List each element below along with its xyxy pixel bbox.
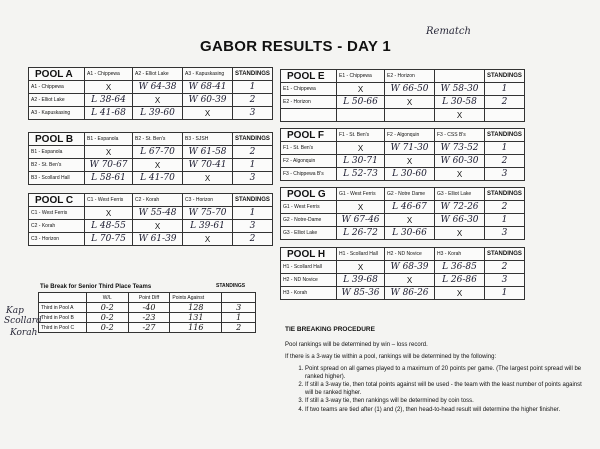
pool-table: [28, 67, 273, 120]
team-standing: 1: [233, 81, 273, 94]
game-result: W 68-39: [385, 261, 435, 274]
pool-header-row: [281, 188, 525, 201]
game-result: W 61-39: [133, 233, 183, 246]
tiebreak-header: W/L: [86, 293, 128, 303]
tiebreak-diff: -27: [128, 323, 170, 333]
tiebreak-title: Tie Break for Senior Third Place Teams: [40, 284, 152, 290]
game-result: L 38-64: [85, 94, 133, 107]
tiebreak-header-row: [39, 293, 256, 303]
game-result: X: [183, 107, 233, 120]
tiebreak-against: 128: [170, 303, 222, 313]
standings-header: STANDINGS: [233, 194, 273, 207]
pool-column-header: A3 - Kapuskasing: [183, 68, 233, 81]
pool-row: [281, 109, 525, 122]
pool-header-row: [29, 133, 273, 146]
game-result: W 85-36: [337, 287, 385, 300]
game-result: W 67-46: [337, 214, 385, 227]
pool-name: POOL F: [281, 129, 337, 142]
game-result: L 36-85: [435, 261, 485, 274]
pool-row: [281, 274, 525, 287]
team-name: F3 - Chippewa B's: [281, 168, 337, 181]
game-result: W 70-41: [183, 159, 233, 172]
game-result: X: [133, 220, 183, 233]
tiebreak-standing: 2: [222, 323, 256, 333]
game-result: X: [85, 207, 133, 220]
pool-row: [281, 201, 525, 214]
team-standing: 3: [233, 172, 273, 185]
tiebreak-standings-label: STANDINGS: [216, 283, 246, 289]
pool-name: POOL C: [29, 194, 85, 207]
procedure-item: 4. If two teams are tied after (1) and (2), then head-to-head result will determine the higher finisher.: [305, 407, 585, 415]
game-result: W 66-50: [385, 83, 435, 96]
team-name: G1 - West Ferris: [281, 201, 337, 214]
team-standing: 3: [485, 168, 525, 181]
game-result: X: [133, 159, 183, 172]
procedure-list: [285, 366, 585, 414]
tiebreak-row: [39, 323, 256, 333]
team-standing: 2: [233, 146, 273, 159]
game-result: L 30-71: [337, 155, 385, 168]
pool-row: [281, 214, 525, 227]
game-result: [385, 109, 435, 122]
tiebreak-wl: 0-2: [86, 303, 128, 313]
pool-header-row: [29, 68, 273, 81]
team-name: G3 - Elliot Lake: [281, 227, 337, 240]
game-result: W 60-39: [183, 94, 233, 107]
game-result: W 64-38: [133, 81, 183, 94]
standings-header: STANDINGS: [233, 68, 273, 81]
team-standing: 2: [485, 96, 525, 109]
game-result: X: [385, 214, 435, 227]
game-result: X: [435, 227, 485, 240]
game-result: X: [85, 81, 133, 94]
procedure-item: 3. If still a 3-way tie, then rankings will be determined by coin toss.: [305, 398, 585, 406]
pool-row: [281, 96, 525, 109]
pool-table: [28, 132, 273, 185]
game-result: W 55-48: [133, 207, 183, 220]
team-name: H3 - Korah: [281, 287, 337, 300]
game-result: L 70-75: [85, 233, 133, 246]
game-result: X: [133, 94, 183, 107]
pool-name: POOL B: [29, 133, 85, 146]
tiebreak-against: 116: [170, 323, 222, 333]
game-result: W 58-30: [435, 83, 485, 96]
game-result: W 75-70: [183, 207, 233, 220]
game-result: W 70-67: [85, 159, 133, 172]
pool-name: POOL H: [281, 248, 337, 261]
game-result: L 30-58: [435, 96, 485, 109]
game-result: X: [337, 261, 385, 274]
tiebreak-header: Points Against: [170, 293, 222, 303]
game-result: L 26-72: [337, 227, 385, 240]
team-name: F1 - St. Ben's: [281, 142, 337, 155]
team-standing: [485, 109, 525, 122]
pool-name: POOL E: [281, 70, 337, 83]
game-result: W 68-41: [183, 81, 233, 94]
tiebreak-diff: -40: [128, 303, 170, 313]
game-result: L 48-55: [85, 220, 133, 233]
pool-column-header: G2 - Notre Dame: [385, 188, 435, 201]
team-standing: 1: [485, 83, 525, 96]
team-standing: 2: [485, 155, 525, 168]
pool-column-header: F3 - CSS B's: [435, 129, 485, 142]
team-name: H1 - Scollard Hall: [281, 261, 337, 274]
pool-column-header: A1 - Chippewa: [85, 68, 133, 81]
pool-name: POOL G: [281, 188, 337, 201]
pool-row: [281, 83, 525, 96]
pool-table: [280, 128, 525, 181]
pool-row: [29, 220, 273, 233]
tiebreak-standing: 3: [222, 303, 256, 313]
game-result: X: [85, 146, 133, 159]
pool-column-header: F2 - Algonquin: [385, 129, 435, 142]
pool-column-header: E2 - Horizon: [385, 70, 435, 83]
pool-name: POOL A: [29, 68, 85, 81]
pool-row: [29, 233, 273, 246]
game-result: X: [183, 233, 233, 246]
side-note-korah: Korah: [10, 328, 38, 338]
pool-row: [281, 155, 525, 168]
team-name: H2 - ND Novice: [281, 274, 337, 287]
game-result: L 39-61: [183, 220, 233, 233]
team-name: F2 - Algonquin: [281, 155, 337, 168]
team-standing: 3: [233, 220, 273, 233]
team-standing: 1: [485, 287, 525, 300]
team-name: C2 - Korah: [29, 220, 85, 233]
game-result: X: [385, 274, 435, 287]
pool-column-header: A2 - Elliot Lake: [133, 68, 183, 81]
pool-table: [280, 69, 525, 122]
team-name: B2 - St. Ben's: [29, 159, 85, 172]
pool-row: [29, 207, 273, 220]
team-name: G2 - Notre-Dame: [281, 214, 337, 227]
game-result: X: [183, 172, 233, 185]
pool-row: [281, 287, 525, 300]
team-standing: 2: [485, 261, 525, 274]
procedure-heading: TIE BREAKING PROCEDURE: [285, 326, 375, 333]
standings-header: STANDINGS: [485, 248, 525, 261]
team-standing: 2: [233, 233, 273, 246]
game-result: L 30-60: [385, 168, 435, 181]
pool-row: [281, 168, 525, 181]
game-result: X: [385, 155, 435, 168]
game-result: W 86-26: [385, 287, 435, 300]
pool-row: [29, 146, 273, 159]
game-result: X: [337, 83, 385, 96]
tiebreak-row: [39, 313, 256, 323]
procedure-item: 2. If still a 3-way tie, then total points against will be used - the team with the least number of points against will be ranked higher.: [305, 382, 585, 397]
pool-column-header: H3 - Korah: [435, 248, 485, 261]
standings-header: STANDINGS: [485, 188, 525, 201]
team-name: B1 - Espanola: [29, 146, 85, 159]
game-result: X: [435, 109, 485, 122]
team-standing: 2: [233, 94, 273, 107]
tiebreak-standing: 1: [222, 313, 256, 323]
game-result: W 73-52: [435, 142, 485, 155]
game-result: W 60-30: [435, 155, 485, 168]
game-result: L 41-68: [85, 107, 133, 120]
game-result: X: [435, 168, 485, 181]
game-result: L 50-66: [337, 96, 385, 109]
game-result: W 61-58: [183, 146, 233, 159]
tiebreak-label: Third in Pool A: [39, 303, 87, 313]
pool-header-row: [29, 194, 273, 207]
game-result: L 30-66: [385, 227, 435, 240]
standings-header: STANDINGS: [485, 129, 525, 142]
team-name: E1 - Chippewa: [281, 83, 337, 96]
game-result: L 41-70: [133, 172, 183, 185]
team-standing: 1: [485, 214, 525, 227]
pool-column-header: [435, 70, 485, 83]
tie-breaking-procedure: [285, 326, 585, 415]
game-result: L 39-68: [337, 274, 385, 287]
game-result: L 67-70: [133, 146, 183, 159]
pool-column-header: B2 - St. Ben's: [133, 133, 183, 146]
pool-row: [29, 107, 273, 120]
game-result: W 66-30: [435, 214, 485, 227]
team-name: B3 - Scollard Hall: [29, 172, 85, 185]
procedure-line: Pool rankings will be determined by win – loss record.: [285, 342, 428, 348]
standings-header: STANDINGS: [233, 133, 273, 146]
team-standing: 1: [233, 207, 273, 220]
pool-column-header: B1 - Espanola: [85, 133, 133, 146]
team-name: C1 - West Ferris: [29, 207, 85, 220]
game-result: X: [385, 96, 435, 109]
game-result: W 71-30: [385, 142, 435, 155]
standings-header: STANDINGS: [485, 70, 525, 83]
pool-column-header: H2 - ND Novice: [385, 248, 435, 261]
team-standing: 1: [485, 142, 525, 155]
pool-header-row: [281, 129, 525, 142]
tiebreak-against: 131: [170, 313, 222, 323]
team-standing: 3: [485, 274, 525, 287]
page-title: GABOR RESULTS - DAY 1: [200, 38, 392, 55]
pool-column-header: C3 - Horizon: [183, 194, 233, 207]
game-result: L 52-73: [337, 168, 385, 181]
pool-column-header: G3 - Elliot Lake: [435, 188, 485, 201]
pool-row: [281, 142, 525, 155]
tiebreak-header: Point Diff: [128, 293, 170, 303]
team-standing: 3: [233, 107, 273, 120]
game-result: L 58-61: [85, 172, 133, 185]
tiebreak-diff: -23: [128, 313, 170, 323]
pool-column-header: H1 - Scollard Hall: [337, 248, 385, 261]
team-name: E2 - Horizon: [281, 96, 337, 109]
tiebreak-wl: 0-2: [86, 313, 128, 323]
tiebreak-label: Third in Pool B: [39, 313, 87, 323]
pool-table: [28, 193, 273, 246]
tiebreak-table: [38, 292, 256, 333]
game-result: W 72-26: [435, 201, 485, 214]
pool-row: [29, 172, 273, 185]
side-note-kap: Kap: [6, 306, 24, 316]
game-result: L 39-60: [133, 107, 183, 120]
pool-column-header: E1 - Chippewa: [337, 70, 385, 83]
team-name: A1 - Chippewa: [29, 81, 85, 94]
pool-header-row: [281, 70, 525, 83]
team-standing: 3: [485, 227, 525, 240]
game-result: L 26-86: [435, 274, 485, 287]
pool-row: [281, 227, 525, 240]
team-name: A3 - Kapuskasing: [29, 107, 85, 120]
team-name: C3 - Horizon: [29, 233, 85, 246]
team-name: A2 - Elliot Lake: [29, 94, 85, 107]
game-result: X: [337, 142, 385, 155]
pool-table: [280, 187, 525, 240]
procedure-line: If there is a 3-way tie within a pool, rankings will be determined by the following:: [285, 354, 497, 360]
pool-row: [29, 81, 273, 94]
tiebreak-label: Third in Pool C: [39, 323, 87, 333]
pool-column-header: C2 - Korah: [133, 194, 183, 207]
side-note-scollard: Scollard: [4, 316, 42, 326]
game-result: [337, 109, 385, 122]
tiebreak-row: [39, 303, 256, 313]
pool-header-row: [281, 248, 525, 261]
pool-table: [280, 247, 525, 300]
team-name: [281, 109, 337, 122]
pool-column-header: F1 - St. Ben's: [337, 129, 385, 142]
pool-column-header: B3 - SJSH: [183, 133, 233, 146]
team-standing: 2: [485, 201, 525, 214]
pool-row: [29, 159, 273, 172]
pool-row: [281, 261, 525, 274]
rematch-note: Rematch: [426, 26, 471, 37]
tiebreak-wl: 0-2: [86, 323, 128, 333]
team-standing: 1: [233, 159, 273, 172]
game-result: X: [435, 287, 485, 300]
pool-row: [29, 94, 273, 107]
pool-column-header: G1 - West Ferris: [337, 188, 385, 201]
game-result: L 46-67: [385, 201, 435, 214]
pool-column-header: C1 - West Ferris: [85, 194, 133, 207]
procedure-item: 1. Point spread on all games played to a maximum of 20 points per game. (The largest point spread will be ranked higher).: [305, 366, 585, 381]
game-result: X: [337, 201, 385, 214]
